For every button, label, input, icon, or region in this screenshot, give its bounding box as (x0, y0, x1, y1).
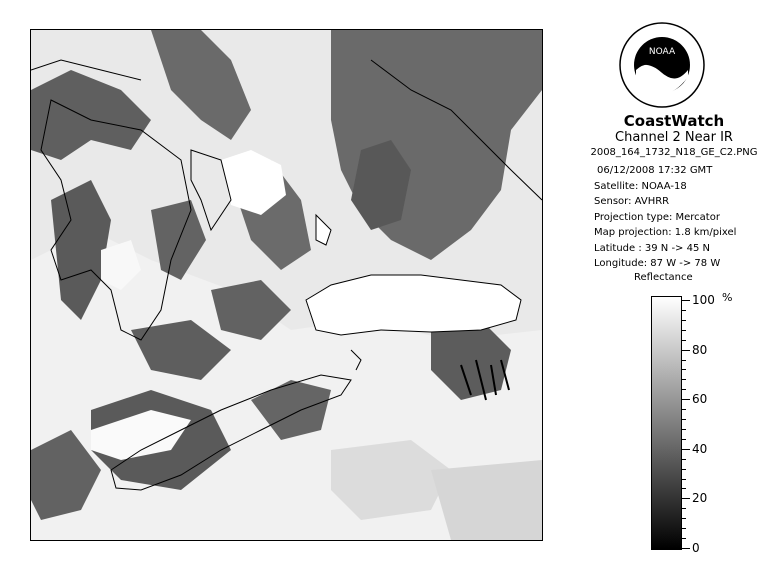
satellite-image (30, 29, 543, 541)
product-title: CoastWatch (623, 112, 725, 130)
colorbar-tick-mark (682, 518, 686, 519)
colorbar-tick-mark (682, 389, 686, 390)
colorbar-tick-mark (682, 320, 686, 321)
colorbar-tick-mark (682, 528, 686, 529)
colorbar-tick-mark (682, 369, 686, 370)
channel-subtitle: Channel 2 Near IR (615, 130, 733, 145)
noaa-seal-icon (619, 22, 705, 108)
colorbar-tick-mark (682, 310, 686, 311)
colorbar-tick-mark (682, 419, 686, 420)
colorbar-tick-mark (682, 498, 690, 499)
colorbar-tick-mark (682, 429, 686, 430)
colorbar (651, 296, 682, 550)
sensor-text: Sensor: AVHRR (594, 196, 670, 207)
colorbar-tick-label: 20 (692, 491, 708, 506)
colorbar-tick-mark (682, 399, 690, 400)
logo-text: NOAA (648, 47, 676, 57)
metadata-block (594, 163, 736, 272)
colorbar-tick-mark (682, 350, 690, 351)
file-name: 2008_164_1732_N18_GE_C2.PNG (590, 147, 758, 158)
projection-text: Projection type: Mercator (594, 211, 720, 223)
colorbar-tick-label: 60 (692, 392, 708, 407)
colorbar-tick-mark (682, 449, 690, 450)
map-graphic (31, 30, 542, 540)
colorbar-tick-mark (682, 469, 686, 470)
colorbar-unit: % (722, 291, 733, 304)
colorbar-tick-mark (682, 538, 686, 539)
latitude-text: Latitude : 39 N -> 45 N (594, 242, 710, 254)
colorbar-tick-mark (682, 360, 686, 361)
colorbar-tick-mark (682, 409, 686, 410)
colorbar-tick-label: 40 (692, 441, 708, 456)
lake-ontario (306, 275, 521, 335)
map-projection-text: Map projection: 1.8 km/pixel (594, 227, 737, 238)
colorbar-tick-mark (682, 548, 690, 549)
colorbar-title: Reflectance (634, 272, 693, 283)
colorbar-tick-mark (682, 488, 686, 489)
colorbar-tick-label: 100 (692, 293, 715, 307)
colorbar-tick-label: 80 (692, 342, 708, 357)
datetime-text: 06/12/2008 17:32 GMT (597, 165, 713, 176)
colorbar-tick-mark (682, 340, 686, 341)
colorbar-tick-mark (682, 508, 686, 509)
longitude-text: Longitude: 87 W -> 78 W (594, 258, 721, 269)
colorbar-tick-mark (682, 459, 686, 460)
colorbar-tick-mark (682, 300, 690, 301)
colorbar-tick-mark (682, 330, 686, 331)
colorbar-tick-mark (682, 439, 686, 440)
colorbar-tick-mark (682, 479, 686, 480)
satellite-text: Satellite: NOAA-18 (594, 180, 687, 192)
noaa-logo (619, 22, 705, 108)
colorbar-tick-label: 0 (692, 541, 700, 555)
colorbar-tick-mark (682, 379, 686, 380)
